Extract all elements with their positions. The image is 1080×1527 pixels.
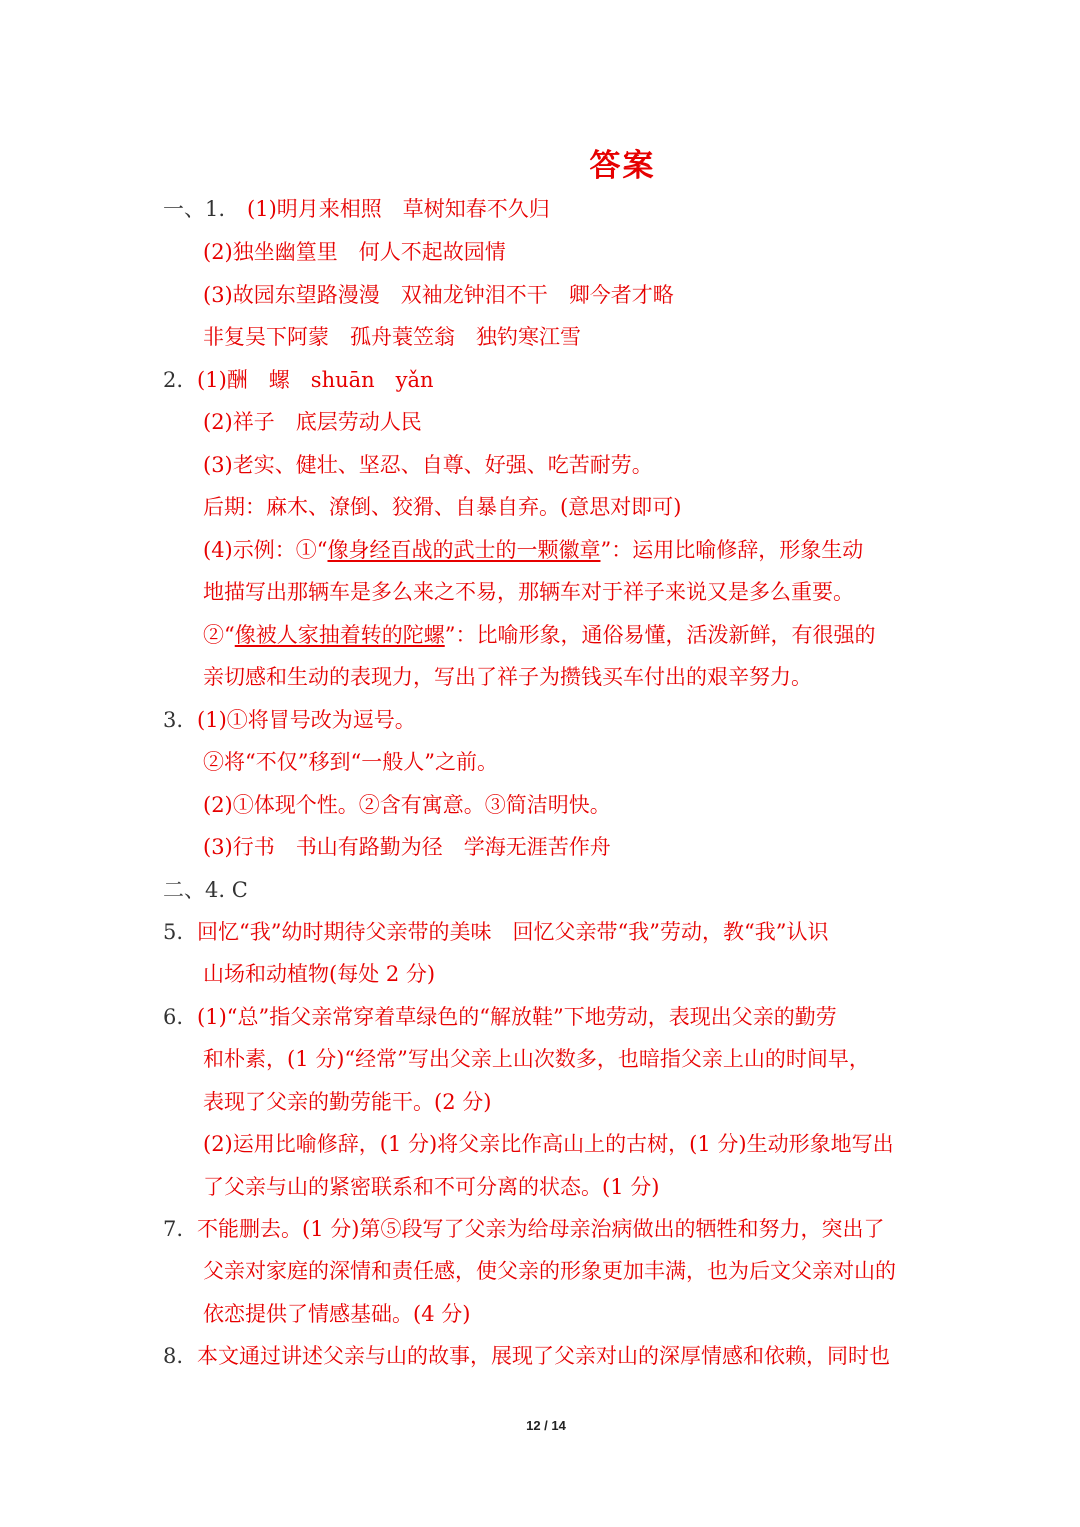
answer-line-4: 非复吴下阿蒙 孤舟蓑笠翁 独钓寒江雪 xyxy=(203,325,581,349)
answer-line-28 xyxy=(163,1341,890,1371)
answer-line-11 xyxy=(203,620,875,650)
answer-line-25 xyxy=(163,1214,884,1244)
question-number: 一、1. xyxy=(163,197,226,221)
answer-line-14: ②将“不仅”移到“一般人”之前。 xyxy=(203,750,498,774)
answer-line-9 xyxy=(203,535,863,565)
answer-line-13 xyxy=(163,705,416,735)
question-number: 5. xyxy=(163,920,184,944)
question-number: 6. xyxy=(163,1005,184,1029)
answer-line-20 xyxy=(163,1002,837,1032)
answer-line-16: (3)行书 书山有路勤为径 学海无涯苦作舟 xyxy=(203,835,611,859)
page-number: 12 / 14 xyxy=(526,1418,566,1433)
question-number: 3. xyxy=(163,708,184,732)
answer-line-17: 二、4. C xyxy=(163,878,248,902)
page-title: 答案 xyxy=(589,148,656,184)
answer-line-1 xyxy=(163,194,550,224)
answer-text: (1)①将冒号改为逗号。 xyxy=(197,708,416,732)
answer-line-3: (3)故园东望路漫漫 双袖龙钟泪不干 卿今者才略 xyxy=(203,283,674,307)
answer-text: ”：运用比喻修辞，形象生动 xyxy=(600,538,864,562)
answer-line-23: (2)运用比喻修辞，(1 分)将父亲比作高山上的古树，(1 分)生动形象地写出 xyxy=(203,1132,894,1156)
answer-line-19: 山场和动植物(每处 2 分) xyxy=(203,962,436,986)
answer-line-24: 了父亲与山的紧密联系和不可分离的状态。(1 分) xyxy=(203,1175,660,1199)
question-number: 2. xyxy=(163,368,184,392)
underlined-quote: 像身经百战的武士的一颗徽章 xyxy=(327,538,601,562)
answer-text: 不能删去。(1 分)第⑤段写了父亲为给母亲治病做出的牺牲和努力，突出了 xyxy=(197,1217,885,1241)
answer-text: ②“ xyxy=(203,623,235,647)
underlined-quote: 像被人家抽着转的陀螺 xyxy=(234,623,445,647)
answer-line-8: 后期：麻木、潦倒、狡猾、自暴自弃。(意思对即可) xyxy=(203,495,682,519)
answer-line-26: 父亲对家庭的深情和责任感，使父亲的形象更加丰满，也为后文父亲对山的 xyxy=(203,1259,896,1283)
answer-text: 本文通过讲述父亲与山的故事，展现了父亲对山的深厚情感和依赖，同时也 xyxy=(197,1344,891,1368)
answer-text: (1)明月来相照 草树知春不久归 xyxy=(247,197,550,221)
answer-line-5 xyxy=(163,365,434,395)
answer-line-15: (2)①体现个性。②含有寓意。③简洁明快。 xyxy=(203,793,611,817)
answer-line-18 xyxy=(163,917,828,947)
answer-line-2: (2)独坐幽篁里 何人不起故园情 xyxy=(203,240,506,264)
question-number: 7. xyxy=(163,1217,184,1241)
answer-line-22: 表现了父亲的勤劳能干。(2 分) xyxy=(203,1090,492,1114)
question-number: 8. xyxy=(163,1344,184,1368)
answer-text: (1)酬 螺 shuān yǎn xyxy=(197,368,434,392)
answer-text: (1)“总”指父亲常穿着草绿色的“解放鞋”下地劳动，表现出父亲的勤劳 xyxy=(197,1005,837,1029)
answer-line-21: 和朴素，(1 分)“经常”写出父亲上山次数多，也暗指父亲上山的时间早， xyxy=(203,1047,870,1071)
answer-line-10: 地描写出那辆车是多么来之不易，那辆车对于祥子来说又是多么重要。 xyxy=(203,580,854,604)
answer-text: (4)示例：①“ xyxy=(203,538,328,562)
answer-text: 回忆“我”幼时期待父亲带的美味 回忆父亲带“我”劳动，教“我”认识 xyxy=(197,920,829,944)
answer-text: ”：比喻形象，通俗易懂，活泼新鲜，有很强的 xyxy=(444,623,876,647)
answer-line-12: 亲切感和生动的表现力，写出了祥子为攒钱买车付出的艰辛努力。 xyxy=(203,665,812,689)
answer-line-27: 依恋提供了情感基础。(4 分) xyxy=(203,1302,471,1326)
answer-line-7: (3)老实、健壮、坚忍、自尊、好强、吃苦耐劳。 xyxy=(203,453,653,477)
answer-line-6: (2)祥子 底层劳动人民 xyxy=(203,410,422,434)
